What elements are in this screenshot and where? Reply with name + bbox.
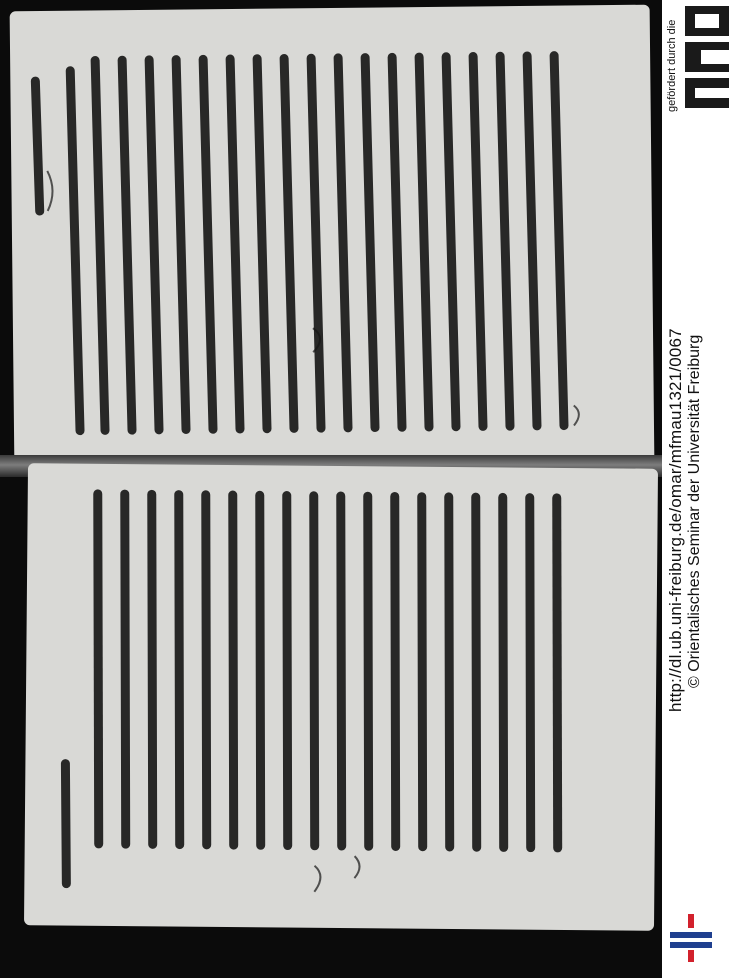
handwritten-text-block-upper [10,5,655,470]
copyright-notice: © Orientalisches Seminar der Universität Freiburg [686,334,703,688]
viewer-side-panel [662,0,733,978]
funding-notice: gefördert durch die [666,19,678,112]
dfg-logo [683,4,731,112]
manuscript-page-upper [10,5,655,470]
manuscript-page-lower [24,463,658,930]
handwritten-text-block-lower [24,463,658,930]
source-url-link[interactable]: http://dl.ub.uni-freiburg.de/omar/mfmau1321/0067 [666,328,685,712]
uni-freiburg-logo [668,912,714,964]
